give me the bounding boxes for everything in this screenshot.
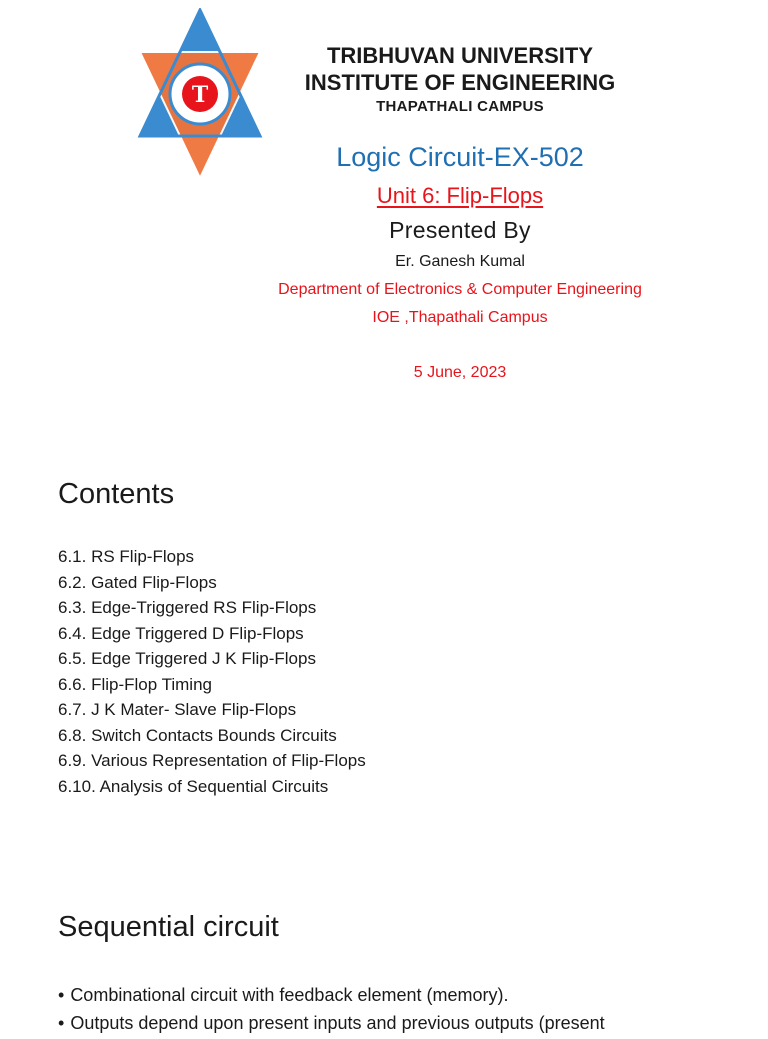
sequential-bullets: [58, 983, 758, 1039]
department-name: Department of Electronics & Computer Engineering: [278, 281, 642, 298]
contents-item: 6.8. Switch Contacts Bounds Circuits: [58, 725, 337, 745]
author-name: Er. Ganesh Kumal: [395, 253, 525, 270]
contents-item: 6.7. J K Mater- Slave Flip-Flops: [58, 700, 297, 719]
university-name: TRIBHUVAN UNIVERSITY: [326, 43, 594, 68]
contents-list: [58, 546, 366, 801]
contents-item: 6.3. Edge-Triggered RS Flip-Flops: [58, 598, 317, 617]
unit-title: Unit 6: Flip-Flops: [376, 183, 544, 208]
bullet-item: • Outputs depend upon present inputs and previous outputs (present: [58, 1011, 758, 1039]
contents-item: 6.9. Various Representation of Flip-Flops: [58, 751, 366, 770]
logo-emblem-letter: T: [191, 82, 209, 108]
course-title: Logic Circuit-EX-502: [336, 142, 584, 172]
presented-by-label: Presented By: [389, 217, 531, 243]
contents-item: 6.4. Edge Triggered D Flip-Flops: [58, 623, 304, 643]
campus-name: THAPATHALI CAMPUS: [376, 98, 544, 115]
contents-item: 6.10. Analysis of Sequential Circuits: [58, 776, 329, 796]
institute-name: INSTITUTE OF ENGINEERING: [304, 70, 616, 95]
contents-item: 6.5. Edge Triggered J K Flip-Flops: [58, 649, 316, 668]
contents-item: 6.2. Gated Flip-Flops: [58, 572, 217, 592]
contents-item: 6.6. Flip-Flop Timing: [58, 674, 212, 694]
sequential-heading: Sequential circuit: [58, 911, 279, 943]
contents-heading: Contents: [58, 478, 175, 510]
campus-line: IOE ,Thapathali Campus: [372, 309, 548, 326]
presentation-date: 5 June, 2023: [413, 364, 507, 381]
contents-item: 6.1. RS Flip-Flops: [58, 547, 195, 566]
bullet-item: • Combinational circuit with feedback element (memory).: [58, 983, 758, 1011]
